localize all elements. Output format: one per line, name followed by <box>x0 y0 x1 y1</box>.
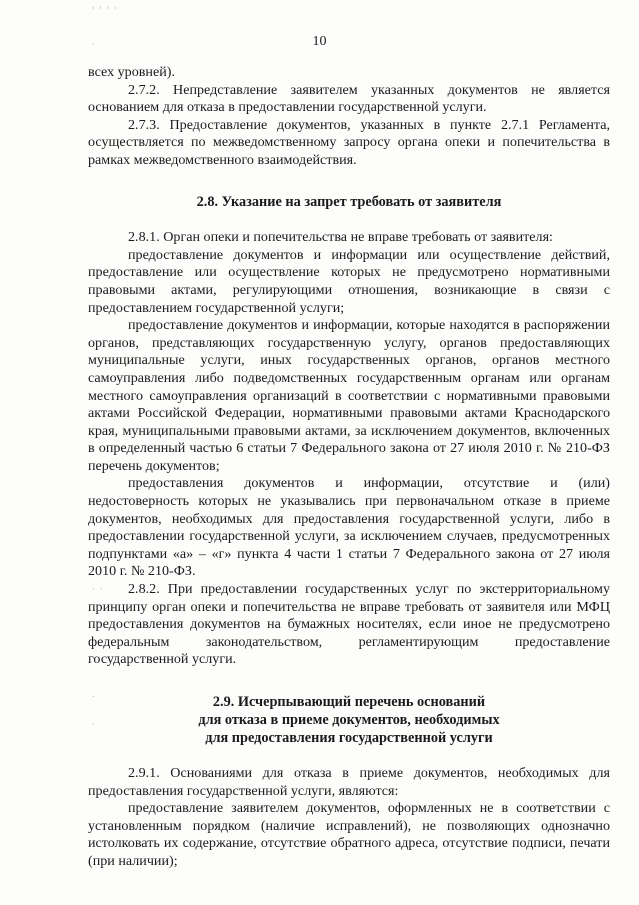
document-body <box>88 64 610 871</box>
paragraph: всех уровней). <box>88 64 175 80</box>
scan-artifact: · <box>92 720 96 730</box>
paragraph: предоставление документов и информации или осуществление действий, предоставление или осуществление которых не предусмотрено нормативными правовыми актами, регулирующими отношения, возникающие в связи с предоставлением государственной услуги; <box>88 246 610 316</box>
section-heading: 2.8. Указание на запрет требовать от заявителя <box>196 193 502 210</box>
page-number: 10 <box>312 34 327 49</box>
scan-artifact: . <box>92 690 96 700</box>
paragraph: 2.7.3. Предоставление документов, указанных в пункте 2.7.1 Регламента, осуществляется по межведомственному запросу органа опеки и попечительства в рамках межведомственного взаимодействия. <box>88 116 610 168</box>
section-heading <box>88 693 610 747</box>
paragraph: предоставление документов и информации, которые находятся в распоряжении органов, представляющих государственную услугу, органов предоставляющих муниципальные услуги, иных государственных органов, органов местного самоуправления либо подведомственных государственным органам или органам местного самоуправления организаций в соответствии с нормативными правовыми актами Российской Федерации, нормативными правовыми актами Краснодарского края, муниципальными правовыми актами, за исключением документов, включенных в определенный частью 6 статьи 7 Федерального закона от 27 июля 2010 г. № 210-ФЗ перечень документов; <box>88 317 610 474</box>
paragraph: предоставление заявителем документов, оформленных не в соответствии с установленным порядком (наличие исправлений), не позволяющих однозначно истолковать их содержание, отсутствие обратного адреса, отсутствие подписи, печати (при наличии); <box>88 800 610 869</box>
scan-artifact: · <box>92 40 96 50</box>
paragraph: 2.8.1. Орган опеки и попечительства не вправе требовать от заявителя: <box>128 229 553 246</box>
paragraph: 2.8.2. При предоставлении государственных услуг по экстерриториальному принципу орган опеки и попечительства не вправе требовать от заявителя или МФЦ предоставления документов на бумажных носителях, если иное не предусмотрено федеральным законодательством, регламентирующим предоставление государственной услуги. <box>88 581 610 668</box>
heading-line: для отказа в приеме документов, необходимых <box>198 712 500 728</box>
scan-artifact: ' ' ' ' <box>92 6 118 16</box>
heading-line: 2.9. Исчерпывающий перечень оснований <box>212 694 486 710</box>
paragraph: 2.9.1. Основаниями для отказа в приеме документов, необходимых для предоставления государственной услуги, являются: <box>88 765 610 799</box>
scan-artifact: · · <box>92 585 104 595</box>
paragraph: предоставления документов и информации, отсутствие и (или) недостоверность которых не указывались при первоначальном отказе в приеме документов, необходимых для предоставления государственной услуги, либо в предоставлении государственной услуги, за исключением случаев, предусмотренных подпунктами «а» – «г» пункта 4 части 1 статьи 7 Федерального закона от 27 июля 2010 г. № 210-ФЗ. <box>88 475 610 580</box>
paragraph: 2.7.2. Непредставление заявителем указанных документов не является основанием для отказа в предоставлении государственной услуги. <box>88 81 610 116</box>
heading-line: для предоставления государственной услуги <box>205 730 493 746</box>
